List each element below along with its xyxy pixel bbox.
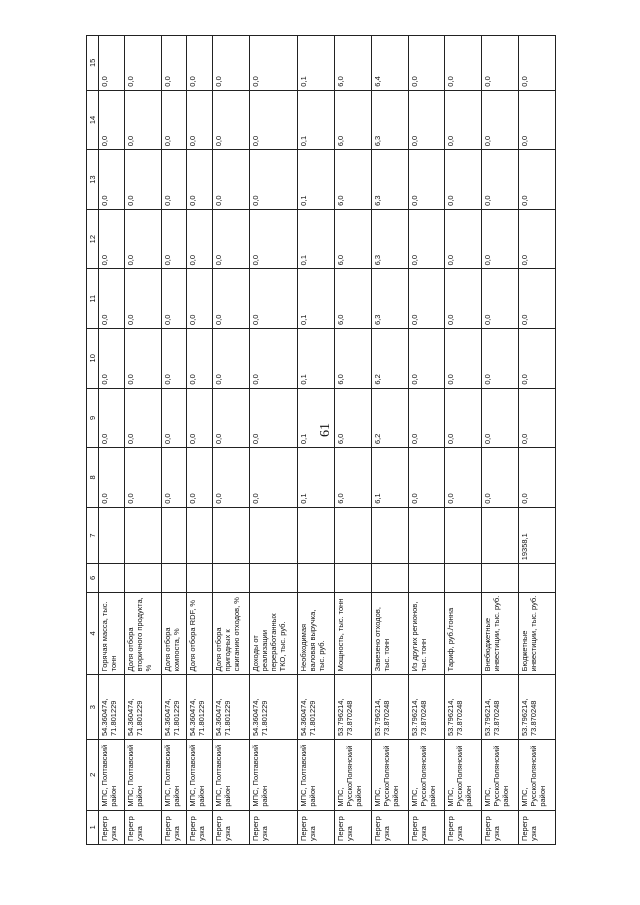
- table-cell: МПС, Полтавский район: [187, 739, 213, 810]
- table-cell: 0,0: [250, 388, 298, 448]
- table-cell: 0,0: [213, 448, 250, 508]
- table-cell: 54.360474, 71.801229: [99, 675, 125, 740]
- table-cell: 0,0: [445, 90, 482, 150]
- table-cell: Перегр узка: [482, 810, 519, 844]
- table-cell: МПС, Полтавский район: [161, 739, 187, 810]
- table-cell: 0,0: [250, 269, 298, 329]
- table-cell: 6,3: [371, 150, 408, 210]
- table-cell: [334, 507, 371, 564]
- table-cell: 0,0: [187, 209, 213, 269]
- table-cell: Мощность, тыс. тонн: [334, 592, 371, 675]
- table-cell: 0,0: [213, 150, 250, 210]
- table-cell: 0,0: [250, 36, 298, 91]
- column-header: 4: [87, 592, 99, 675]
- rotated-table-container: [86, 35, 556, 845]
- table-body: [99, 36, 556, 845]
- table-cell: 0,0: [187, 90, 213, 150]
- table-cell: 0,0: [519, 150, 556, 210]
- table-cell: 0,0: [213, 90, 250, 150]
- table-cell: 0,0: [445, 388, 482, 448]
- table-cell: 0,0: [250, 448, 298, 508]
- table-cell: 6,0: [334, 448, 371, 508]
- table-cell: 0,0: [187, 269, 213, 329]
- table-cell: 6,3: [371, 269, 408, 329]
- table-cell: 0,0: [482, 36, 519, 91]
- table-cell: [213, 507, 250, 564]
- table-row: [408, 36, 445, 845]
- table-cell: [445, 507, 482, 564]
- column-header: 13: [87, 150, 99, 210]
- table-cell: 53.796214, 73.870248: [482, 675, 519, 740]
- table-cell: [161, 507, 187, 564]
- table-row: [99, 36, 125, 845]
- table-cell: Доля отбора пригодных к сжиганию отходов, %: [213, 592, 250, 675]
- table-cell: 0,0: [124, 90, 161, 150]
- table-row: [482, 36, 519, 845]
- table-cell: 0,0: [187, 448, 213, 508]
- table-cell: Перегр узка: [187, 810, 213, 844]
- table-cell: 0,1: [297, 269, 334, 329]
- table-cell: 0,1: [297, 388, 334, 448]
- table-row: [161, 36, 187, 845]
- table-cell: 0,1: [297, 150, 334, 210]
- table-cell: Перегр узка: [408, 810, 445, 844]
- table-cell: 0,0: [408, 150, 445, 210]
- table-row: [297, 36, 334, 845]
- table-cell: Перегр узка: [161, 810, 187, 844]
- table-cell: Необходимая валовая выручка, тыс. руб.: [297, 592, 334, 675]
- table-cell: 0,1: [297, 90, 334, 150]
- table-cell: 0,0: [408, 36, 445, 91]
- table-cell: 0,0: [161, 90, 187, 150]
- table-cell: 19358,1: [519, 507, 556, 564]
- table-cell: 0,0: [124, 269, 161, 329]
- column-header: 9: [87, 388, 99, 448]
- table-cell: Внебюджетные инвестиции, тыс. руб.: [482, 592, 519, 675]
- table-cell: 0,0: [445, 209, 482, 269]
- table-cell: Перегр узка: [213, 810, 250, 844]
- table-cell: 0,0: [519, 448, 556, 508]
- table-cell: Завезено отходов, тыс. тонн: [371, 592, 408, 675]
- table-cell: 6,0: [334, 388, 371, 448]
- column-header: 1: [87, 810, 99, 844]
- table-cell: 0,0: [408, 269, 445, 329]
- table-cell: Бюджетные инвестиции, тыс. руб.: [519, 592, 556, 675]
- table-cell: МПС, Полтавский район: [213, 739, 250, 810]
- table-cell: 6,1: [371, 448, 408, 508]
- table-cell: 0,0: [161, 329, 187, 389]
- table-cell: 0,0: [519, 90, 556, 150]
- table-cell: 0,0: [482, 269, 519, 329]
- table-cell: 0,0: [124, 36, 161, 91]
- table-cell: [99, 507, 125, 564]
- table-cell: Перегр узка: [519, 810, 556, 844]
- table-row: [445, 36, 482, 845]
- column-header: 8: [87, 448, 99, 508]
- table-cell: 0,0: [408, 448, 445, 508]
- table-cell: МПС, РусскоПолянский район: [371, 739, 408, 810]
- table-cell: [519, 564, 556, 592]
- table-cell: 0,0: [250, 209, 298, 269]
- table-row: [519, 36, 556, 845]
- table-cell: 53.796214, 73.870248: [371, 675, 408, 740]
- table-cell: [297, 507, 334, 564]
- page-number: 61: [318, 423, 333, 437]
- table-cell: 6,3: [371, 209, 408, 269]
- table-cell: 0,0: [408, 388, 445, 448]
- table-cell: 0,0: [99, 269, 125, 329]
- table-cell: 0,0: [99, 388, 125, 448]
- table-cell: 6,0: [334, 150, 371, 210]
- column-header: 12: [87, 209, 99, 269]
- table-row: [250, 36, 298, 845]
- table-cell: 6,4: [371, 36, 408, 91]
- table-cell: 54.360474, 71.801229: [187, 675, 213, 740]
- table-cell: 0,0: [124, 329, 161, 389]
- column-header: 10: [87, 329, 99, 389]
- table-cell: 0,0: [250, 329, 298, 389]
- table-cell: Перегр узка: [250, 810, 298, 844]
- table-cell: 0,0: [445, 448, 482, 508]
- table-cell: [187, 507, 213, 564]
- table-cell: МПС, РусскоПолянский район: [408, 739, 445, 810]
- table-cell: 6,0: [334, 209, 371, 269]
- column-header: 7: [87, 507, 99, 564]
- table-cell: 0,0: [445, 36, 482, 91]
- column-header: 14: [87, 90, 99, 150]
- table-cell: [482, 507, 519, 564]
- table-cell: 0,0: [161, 36, 187, 91]
- table-cell: Перегр узка: [445, 810, 482, 844]
- table-cell: МПС, РусскоПолянский район: [482, 739, 519, 810]
- table-cell: 0,0: [99, 150, 125, 210]
- table-cell: Перегр узка: [334, 810, 371, 844]
- table-cell: [124, 507, 161, 564]
- table-cell: 6,3: [371, 90, 408, 150]
- table-row: [124, 36, 161, 845]
- table-cell: Перегр узка: [371, 810, 408, 844]
- table-cell: МПС, РусскоПолянский район: [334, 739, 371, 810]
- table-cell: 0,0: [161, 388, 187, 448]
- table-cell: Доходы от реализации переработанных ТКО, тыс. руб.: [250, 592, 298, 675]
- table-cell: МПС, Полтавский район: [297, 739, 334, 810]
- table-cell: 54.360474, 71.801229: [297, 675, 334, 740]
- table-cell: 0,0: [161, 209, 187, 269]
- table-cell: [213, 564, 250, 592]
- table-cell: 0,0: [519, 388, 556, 448]
- table-cell: 0,0: [408, 209, 445, 269]
- table-cell: 0,0: [99, 36, 125, 91]
- table-cell: 0,0: [124, 150, 161, 210]
- table-row: [334, 36, 371, 845]
- column-header: 2: [87, 739, 99, 810]
- table-cell: 0,0: [213, 329, 250, 389]
- table-cell: [124, 564, 161, 592]
- table-cell: 0,1: [297, 448, 334, 508]
- table-cell: 0,0: [445, 269, 482, 329]
- table-cell: МПС, Полтавский район: [250, 739, 298, 810]
- table-cell: 0,0: [213, 36, 250, 91]
- table-cell: [334, 564, 371, 592]
- table-cell: 54.360474, 71.801229: [213, 675, 250, 740]
- table-cell: 0,0: [519, 329, 556, 389]
- column-header: 15: [87, 36, 99, 91]
- table-cell: 0,0: [445, 150, 482, 210]
- table-cell: Перегр узка: [99, 810, 125, 844]
- table-cell: 0,0: [482, 150, 519, 210]
- table-cell: [161, 564, 187, 592]
- table-cell: Перегр узка: [124, 810, 161, 844]
- table-cell: 0,0: [482, 448, 519, 508]
- table-cell: 0,0: [482, 90, 519, 150]
- table-cell: 0,0: [124, 388, 161, 448]
- table-cell: 6,0: [334, 269, 371, 329]
- table-cell: 53.796214, 73.870248: [519, 675, 556, 740]
- table-cell: 0,0: [99, 329, 125, 389]
- table-row: [371, 36, 408, 845]
- table-cell: 0,1: [297, 209, 334, 269]
- table-cell: [408, 564, 445, 592]
- table-cell: 0,0: [99, 209, 125, 269]
- table-cell: 0,0: [187, 36, 213, 91]
- table-cell: 0,0: [161, 448, 187, 508]
- column-header: 3: [87, 675, 99, 740]
- table-cell: МПС, Полтавский район: [124, 739, 161, 810]
- table-cell: 0,0: [519, 269, 556, 329]
- table-cell: 0,0: [250, 90, 298, 150]
- table-cell: МПС, РусскоПолянский район: [445, 739, 482, 810]
- table-cell: [297, 564, 334, 592]
- table-cell: 0,0: [187, 150, 213, 210]
- table-cell: 0,0: [213, 269, 250, 329]
- table-cell: 53.796214, 73.870248: [334, 675, 371, 740]
- table-cell: Из других регионов, тыс. тонн: [408, 592, 445, 675]
- table-cell: 6,0: [334, 90, 371, 150]
- table-cell: 0,0: [213, 388, 250, 448]
- column-header: 6: [87, 564, 99, 592]
- table-cell: 0,0: [482, 388, 519, 448]
- table-cell: 0,0: [519, 209, 556, 269]
- table-cell: 0,0: [124, 448, 161, 508]
- table-cell: 0,0: [187, 329, 213, 389]
- table-cell: Доля отбора вторичного продукта, %: [124, 592, 161, 675]
- table-cell: Доля отбора RDF, %: [187, 592, 213, 675]
- table-cell: 0,0: [187, 388, 213, 448]
- table-cell: [187, 564, 213, 592]
- table-cell: 6,0: [334, 36, 371, 91]
- table-cell: 0,0: [161, 150, 187, 210]
- table-cell: 0,0: [408, 90, 445, 150]
- table-cell: Горячая масса, тыс. тонн: [99, 592, 125, 675]
- table-cell: 54.360474, 71.801229: [250, 675, 298, 740]
- table-cell: 0,0: [161, 269, 187, 329]
- table-cell: МПС, Полтавский район: [99, 739, 125, 810]
- table-cell: 6,2: [371, 388, 408, 448]
- table-cell: Тариф, руб./тонна: [445, 592, 482, 675]
- table-cell: 0,0: [445, 329, 482, 389]
- table-cell: [482, 564, 519, 592]
- table-cell: 6,2: [371, 329, 408, 389]
- table-cell: 53.796214, 73.870248: [408, 675, 445, 740]
- table-cell: 0,0: [482, 329, 519, 389]
- table-row: [213, 36, 250, 845]
- table-cell: 0,0: [124, 209, 161, 269]
- table-cell: Перегр узка: [297, 810, 334, 844]
- table-cell: 0,1: [297, 36, 334, 91]
- table-cell: [371, 564, 408, 592]
- table-cell: [99, 564, 125, 592]
- table-cell: [408, 507, 445, 564]
- table-cell: 0,0: [213, 209, 250, 269]
- table-cell: [445, 564, 482, 592]
- table-cell: 0,0: [519, 36, 556, 91]
- table-cell: 54.360474, 71.801229: [161, 675, 187, 740]
- table-header-row: [87, 36, 99, 845]
- table-row: [187, 36, 213, 845]
- table-cell: 0,0: [99, 90, 125, 150]
- table-cell: 53.796214, 73.870248: [445, 675, 482, 740]
- table-cell: 6,0: [334, 329, 371, 389]
- table-cell: [250, 507, 298, 564]
- table-cell: [371, 507, 408, 564]
- table-cell: 0,0: [250, 150, 298, 210]
- table-cell: 54.360474, 71.801229: [124, 675, 161, 740]
- table-cell: [250, 564, 298, 592]
- table-cell: 0,0: [482, 209, 519, 269]
- table-cell: 0,0: [408, 329, 445, 389]
- table-cell: 0,1: [297, 329, 334, 389]
- column-header: 11: [87, 269, 99, 329]
- table-cell: 0,0: [99, 448, 125, 508]
- table-cell: Доля отбора компоста, %: [161, 592, 187, 675]
- table-cell: МПС, РусскоПолянский район: [519, 739, 556, 810]
- data-table: [86, 35, 556, 845]
